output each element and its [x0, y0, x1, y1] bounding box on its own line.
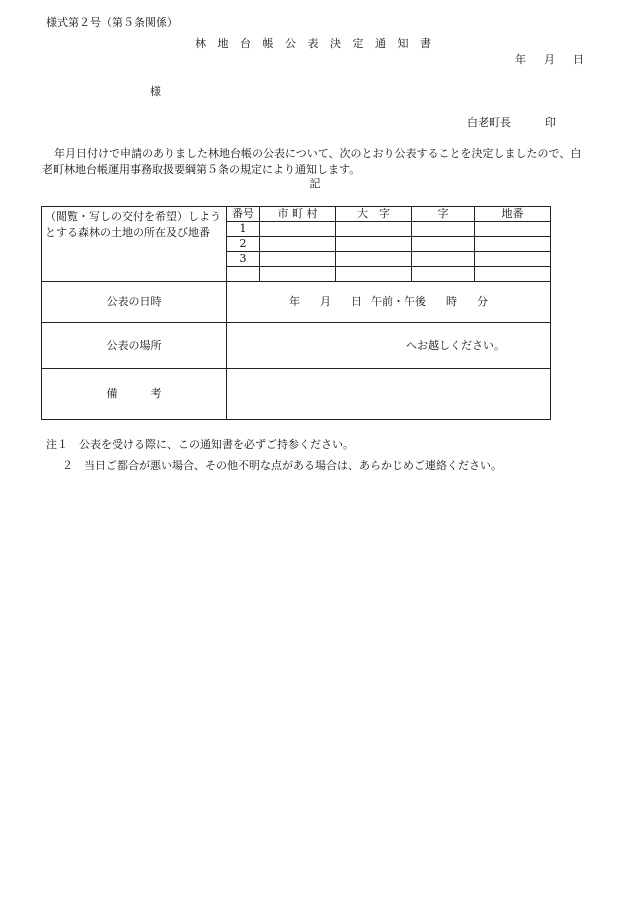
date-line	[515, 53, 584, 66]
dt-ampm: 午前・午後	[371, 295, 426, 309]
notes	[46, 435, 502, 477]
cell-aza	[412, 252, 475, 267]
datetime-label: 公表の日時	[42, 282, 227, 323]
dt-minute: 分	[477, 295, 488, 309]
date-year: 年	[515, 53, 526, 66]
dt-hour: 時	[446, 295, 457, 309]
cell-municipality	[260, 222, 336, 237]
cell-municipality	[260, 237, 336, 252]
place-label: 公表の場所	[42, 323, 227, 369]
note-text: 当日ご都合が悪い場合、その他不明な点がある場合は、あらかじめご連絡ください。	[84, 458, 502, 472]
header-lot-number: 地番	[475, 207, 551, 222]
dt-day: 日	[351, 295, 362, 309]
remarks-label: 備 考	[42, 369, 227, 420]
row-number: 3	[227, 252, 260, 267]
row-number	[227, 267, 260, 282]
seal-mark: 印	[545, 116, 556, 129]
note-item	[46, 435, 502, 456]
sender-name: 白老町長	[467, 116, 511, 129]
cell-oaza	[336, 252, 412, 267]
header-municipality: 市 町 村	[260, 207, 336, 222]
remarks-value	[227, 369, 551, 420]
place-text: へお越しください。	[406, 338, 505, 352]
header-number: 番号	[227, 207, 260, 222]
dt-month: 月	[320, 295, 331, 309]
note-item	[46, 456, 502, 477]
document-title: 林 地 台 帳 公 表 決 定 通 知 書	[195, 37, 435, 50]
note-marker: ２	[62, 458, 73, 472]
cell-oaza	[336, 267, 412, 282]
row-number: 1	[227, 222, 260, 237]
dt-year: 年	[289, 295, 300, 309]
cell-lot-number	[475, 267, 551, 282]
cell-aza	[412, 237, 475, 252]
information-table	[41, 206, 551, 420]
location-label: （閲覧・写しの交付を希望）しようとする森林の土地の所在及び地番	[42, 207, 227, 282]
header-aza: 字	[412, 207, 475, 222]
row-number: 2	[227, 237, 260, 252]
date-month: 月	[544, 53, 555, 66]
form-label: 様式第２号（第５条関係）	[46, 16, 178, 29]
cell-aza	[412, 267, 475, 282]
date-day: 日	[573, 53, 584, 66]
cell-lot-number	[475, 237, 551, 252]
note-marker: 注１	[46, 438, 68, 451]
body-text: 年月日付けで申請のありました林地台帳の公表について、次のとおり公表することを決定しましたので、白老町林地台帳運用事務取扱要綱第５条の規定により通知します。	[42, 147, 582, 176]
cell-municipality	[260, 252, 336, 267]
cell-lot-number	[475, 252, 551, 267]
note-text: 公表を受ける際に、この通知書を必ずご持参ください。	[79, 438, 354, 451]
datetime-value	[227, 282, 551, 323]
addressee-suffix: 様	[150, 85, 161, 98]
cell-aza	[412, 222, 475, 237]
cell-lot-number	[475, 222, 551, 237]
place-value	[227, 323, 551, 369]
header-oaza: 大 字	[336, 207, 412, 222]
cell-municipality	[260, 267, 336, 282]
cell-oaza	[336, 237, 412, 252]
sender	[467, 116, 556, 129]
cell-oaza	[336, 222, 412, 237]
ki-heading: 記	[309, 177, 321, 190]
